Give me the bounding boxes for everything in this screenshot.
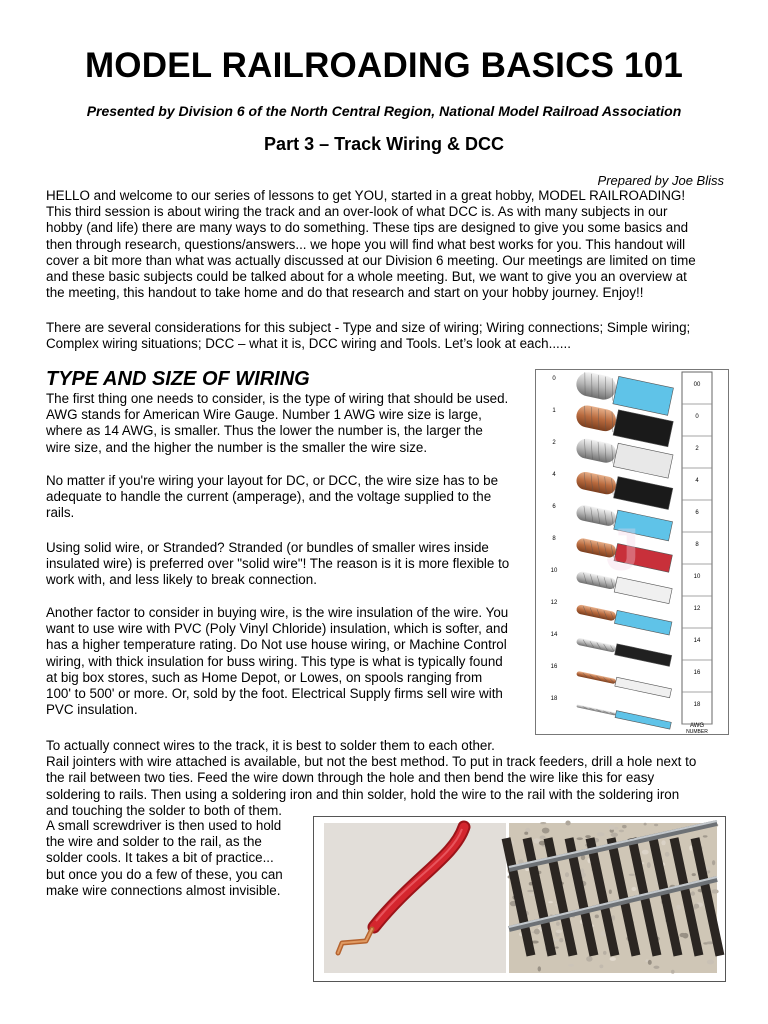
text-line: 100' to 500' or more. Or, sold by the foot. Electrical Supply firms sell wire with [46,686,503,702]
text-line: Complex wiring situations; DCC – what it is, DCC wiring and Tools. Let’s look at each...... [46,336,571,352]
wire-gauge-label: 2 [552,440,556,446]
text-line: PVC insulation. [46,702,138,718]
text-line: Another factor to consider in buying wire, is the wire insulation of the wire. You [46,605,509,620]
ruler-gauge-label: 2 [695,446,699,452]
ruler-gauge-label: 0 [695,414,699,420]
wire-size-paragraph [46,473,498,522]
text-line: solder cools. It takes a bit of practice... [46,850,274,866]
text-line: then through research, questions/answers... we hope you will find what best works for you. This handout will [46,236,686,252]
watermark: J [606,516,640,583]
text-line: and touching the solder to both of them. [46,802,282,818]
text-line: Rail jointers with wire attached is available, but not the best method. To put in track feeders, drill a hole next to [46,754,697,770]
text-line: To actually connect wires to the track, it is best to solder them to each other. [46,738,495,753]
text-line: No matter if you're wiring your layout for DC, or DCC, the wire size has to be [46,473,499,488]
text-line: the rail between two ties. Feed the wire down through the hole and then bend the wire like this for easy [46,770,655,786]
ruler-gauge-label: 18 [693,702,701,708]
ruler-gauge-label: 00 [693,382,701,388]
text-line: adequate to handle the current (amperage), and the voltage supplied to the [46,489,492,505]
wire-type-paragraph [46,391,508,456]
text-line: at big box stores, such as Home Depot, or Lowes, on spools ranging from [46,669,483,685]
awg-wire-gauge-figure [535,369,729,735]
text-line: HELLO and welcome to our series of lessons to get YOU, started in a great hobby, MODEL RAILROADING! [46,188,686,203]
wire-gauge-label: 12 [550,600,558,606]
text-line: want to use wire with PVC (Poly Vinyl Chloride) insulation, which is softer, and [46,621,508,637]
author-line: Prepared by Joe Bliss [597,173,724,188]
text-line: the wire and solder to the rail, as the [46,834,262,850]
text-line: make wire connections almost invisible. [46,882,281,898]
wire-gauge-label: 14 [550,632,558,638]
text-line: There are several considerations for this subject - Type and size of wiring; Wiring connections; Simple wiring; [46,320,691,335]
soldering-paragraph [46,738,696,819]
text-line: where as 14 AWG, is smaller. Thus the lower the number is, the larger the [46,423,483,439]
wire-sample [575,602,672,635]
wire-gauge-label: 10 [550,568,558,574]
wire-gauge-label: 8 [552,536,556,542]
bent-wire-photo [324,823,506,973]
section-heading: TYPE AND SIZE OF WIRING [46,368,310,390]
wire-gauge-label: 16 [550,664,558,670]
wire-gauge-label: 18 [550,696,558,702]
text-line: and these basic subjects could be talked about for a whole meeting. But, we want to give you an overview at [46,269,687,285]
wire-sample [576,669,672,698]
wire-gauge-illustration [536,370,728,734]
text-line: cover a bit more than what was actually discussed at our Division 6 meeting. Our meetings are limited on time [46,252,696,268]
ruler-gauge-label: 4 [695,478,699,484]
text-line: the meeting, this handout to take home and do that research and start on your hobby journey. Enjoy!! [46,285,644,301]
text-line: This third session is about wiring the track and an over-look of what DCC is. As with many subjects in our [46,204,668,220]
wire-gauge-label: 4 [552,472,556,478]
wire-gauge-label: 6 [552,504,556,510]
text-line: A small screwdriver is then used to hold [46,818,282,833]
part-heading: Part 3 – Track Wiring & DCC [264,134,504,154]
awg-footer-label2: NUMBER [686,729,708,734]
wire-sample [576,702,671,729]
page-title: MODEL RAILROADING BASICS 101 [84,46,684,85]
text-line: AWG stands for American Wire Gauge. Number 1 AWG wire size is large, [46,407,482,423]
page-subtitle: Presented by Division 6 of the North Central Region, National Model Railroad Association [86,103,682,119]
ruler-gauge-label: 10 [693,574,701,580]
track-ties-photo [502,821,725,974]
ruler-gauge-label: 16 [693,670,701,676]
wire-gauge-label: 0 [552,376,556,382]
awg-footer-label: AWG [689,723,705,729]
insulation-paragraph [46,605,508,718]
ruler-gauge-label: 12 [693,606,701,612]
text-line: Using solid wire, or Stranded? Stranded (or bundles of smaller wires inside [46,540,489,555]
text-line: but once you do a few of these, you can [46,866,283,882]
text-line: hobby (and life) there are many ways to do something. These tips are designed to give you some basics and [46,220,689,236]
text-line: wire size, and the higher the number is the smaller the wire size. [46,439,428,455]
ruler-gauge-label: 14 [693,638,701,644]
screwdriver-paragraph [46,818,283,899]
stranded-paragraph [46,540,509,589]
text-line: has a higher temperature rating. Do Not use house wiring, or Machine Control [46,637,507,653]
text-line: insulated wire) is preferred over "solid wire"! The reason is it is more flexible to [46,556,510,572]
text-line: The first thing one needs to consider, is the type of wiring that should be used. [46,391,509,406]
text-line: soldering to rails. Then using a soldering iron and thin solder, hold the wire to the rail with the soldering iron [46,786,680,802]
ruler-gauge-label: 6 [695,510,699,516]
wire-gauge-label: 1 [552,408,556,414]
wire-sample [575,635,671,666]
text-line: rails. [46,505,75,521]
photo-pair [314,817,725,981]
considerations-paragraph [46,320,690,352]
soldering-photos [313,816,726,982]
ruler-gauge-label: 8 [695,542,699,548]
intro-paragraph [46,188,696,301]
text-line: work with, and less likely to break connection. [46,572,317,588]
text-line: wiring, with thick insulation for buss wiring. This type is what is typically found [46,653,503,669]
